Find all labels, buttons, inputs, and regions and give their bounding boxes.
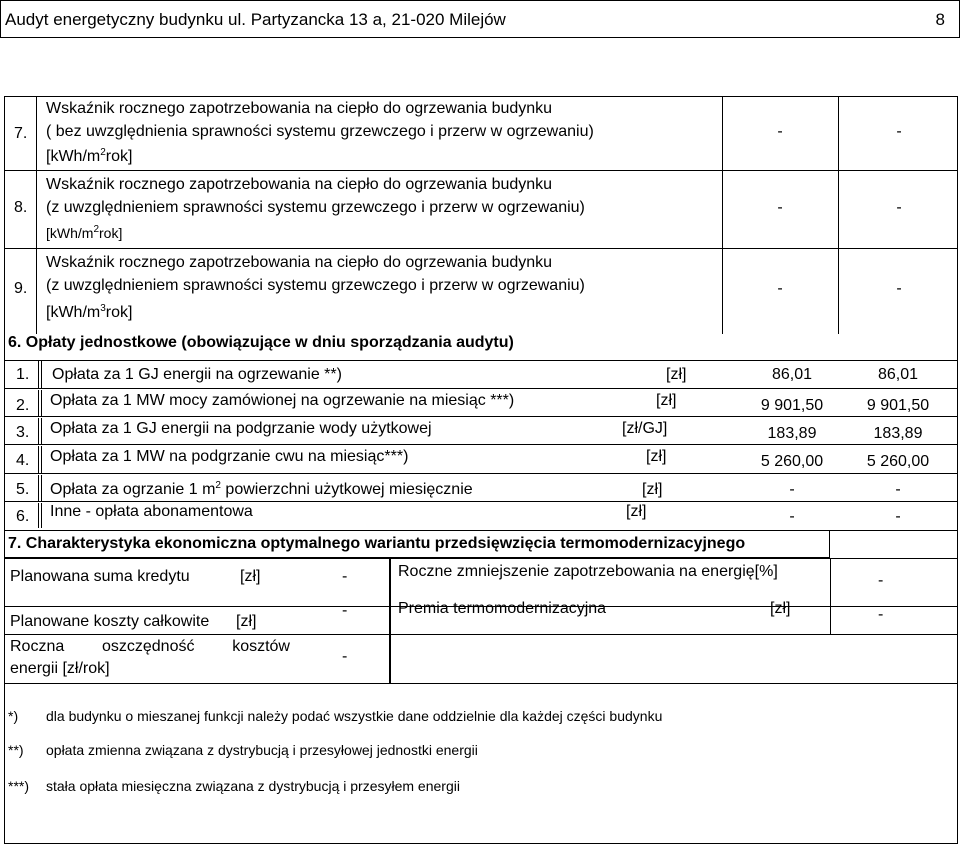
row-number: 7. <box>14 125 28 142</box>
fee-row <box>4 475 958 502</box>
costs-unit: [zł] <box>236 613 257 630</box>
costs-label: Planowane koszty całkowite <box>10 613 210 630</box>
indicator-unit: $[kWh/m^2rok]$ <box>46 147 133 165</box>
document-title: Audyt energetyczny budynku ul. Partyzancka 13 a, 21-020 Milejów <box>5 10 506 29</box>
premium-unit: [zł] <box>770 600 791 617</box>
savings-value: - <box>342 648 348 665</box>
row-number: 4. <box>16 452 30 469</box>
fee-row <box>4 390 958 417</box>
page-number: 8 <box>935 10 945 29</box>
fee-value-current: - <box>789 481 795 498</box>
fee-unit: [zł] <box>646 448 667 465</box>
indicator-row <box>0 248 960 334</box>
premium-value: - <box>878 606 884 623</box>
credit-value: - <box>342 568 348 585</box>
fee-label: Inne - opłata abonamentowa <box>50 503 253 520</box>
footnote-text: stała opłata miesięczna związana z dystrybucją i przesyłem energii <box>46 778 460 794</box>
section-7 <box>0 528 960 688</box>
fee-value-current: - <box>789 508 795 525</box>
fee-label: Opłata za 1 MW mocy zamówionej na ogrzewanie na miesiąc ***) <box>50 392 515 409</box>
premium-label: Premia termomodernizacyjna <box>398 600 607 617</box>
fee-value-current: 86,01 <box>771 366 813 383</box>
footnote-text: dla budynku o mieszanej funkcji należy podać wszystkie dane oddzielnie dla każdej części budynku <box>46 708 663 724</box>
fee-unit: [zł] <box>626 503 647 520</box>
fee-label: Opłata za 1 GJ energii na podgrzanie wody użytkowej <box>50 420 432 437</box>
fee-value-optimal: 86,01 <box>877 366 919 383</box>
indicator-label-line2: ( bez uwzględnienia sprawności systemu grzewczego i przerw w ogrzewaniu) <box>46 123 594 140</box>
row-number: 8. <box>14 199 28 216</box>
row-number: 1. <box>16 366 30 383</box>
value-optimal: - <box>896 123 902 140</box>
fee-value-current: 9 901,50 <box>760 397 824 414</box>
fee-label: Opłata za 1 MW na podgrzanie cwu na miesiąc***) <box>50 448 409 465</box>
reduction-label: Roczne zmniejszenie zapotrzebowania na energię[%] <box>398 563 778 580</box>
footnote-text: opłata zmienna związana z dystrybucją i przesyłowej jednostki energii <box>46 742 478 758</box>
fee-value-optimal: 5 260,00 <box>866 453 930 470</box>
row-number: 9. <box>14 280 28 297</box>
section-7-title: 7. Charakterystyka ekonomiczna optymalnego wariantu przedsięwzięcia termomodernizacyjnego <box>8 535 746 552</box>
value-current: - <box>777 280 783 297</box>
fee-unit: [zł] <box>656 392 677 409</box>
footnote-mark: *) <box>8 708 19 724</box>
row-number: 3. <box>16 424 30 441</box>
costs-value: - <box>342 602 348 619</box>
indicator-label-line1: Wskaźnik rocznego zapotrzebowania na ciepło do ogrzewania budynku <box>46 254 553 271</box>
value-optimal: - <box>896 199 902 216</box>
section-6-title: 6. Opłaty jednostkowe (obowiązujące w dniu sporządzania audytu) <box>8 334 514 351</box>
value-current: - <box>777 199 783 216</box>
fee-value-current: 5 260,00 <box>760 453 824 470</box>
indicator-label-line2: (z uwzględnieniem sprawności systemu grzewczego i przerw w ogrzewaniu) <box>46 199 585 216</box>
indicator-label-line1: Wskaźnik rocznego zapotrzebowania na ciepło do ogrzewania budynku <box>46 100 553 117</box>
indicator-label-line1: Wskaźnik rocznego zapotrzebowania na ciepło do ogrzewania budynku <box>46 176 553 193</box>
row-number: 5. <box>16 481 30 498</box>
page-header <box>0 0 960 38</box>
fee-value-optimal: - <box>895 508 901 525</box>
fee-row <box>4 503 958 528</box>
credit-label: Planowana suma kredytu <box>10 568 190 585</box>
savings-label: Roczna oszczędność kosztów energii [zł/rok] <box>10 638 290 677</box>
indicators-table <box>0 96 960 334</box>
fee-label: Opłata za ogrzanie 1 $m^2$ powierzchni użytkowej miesięcznie <box>50 480 473 498</box>
indicator-label-line2: (z uwzględnieniem sprawności systemu grzewczego i przerw w ogrzewaniu) <box>46 277 585 294</box>
value-optimal: - <box>896 280 902 297</box>
fee-row <box>4 361 958 389</box>
credit-unit: [zł] <box>240 568 261 585</box>
footnote-mark: **) <box>8 742 24 758</box>
indicator-unit: $[kWh/m^3rok]$ <box>46 303 133 321</box>
fee-value-optimal: - <box>895 481 901 498</box>
footnotes <box>0 700 960 820</box>
fee-value-optimal: 9 901,50 <box>866 397 930 414</box>
section-6 <box>0 328 960 528</box>
fee-label: Opłata za 1 GJ energii na ogrzewanie **) <box>52 366 342 383</box>
fee-row <box>4 446 958 474</box>
fee-row <box>4 418 958 445</box>
fee-unit: [zł/GJ] <box>622 420 668 437</box>
row-number: 2. <box>16 397 30 414</box>
fee-unit: [zł] <box>666 366 687 383</box>
indicator-row <box>0 170 960 248</box>
row-number: 6. <box>16 508 30 525</box>
value-current: - <box>777 123 783 140</box>
footnote-mark: ***) <box>8 778 30 794</box>
indicator-row <box>0 96 960 170</box>
fee-value-current: 183,89 <box>767 425 817 442</box>
section-7-title-box <box>4 530 830 558</box>
fee-value-optimal: 183,89 <box>873 425 923 442</box>
reduction-value: - <box>878 572 884 589</box>
fee-unit: [zł] <box>642 481 663 498</box>
indicator-unit: $[kWh/m^2rok]$ <box>46 224 123 241</box>
